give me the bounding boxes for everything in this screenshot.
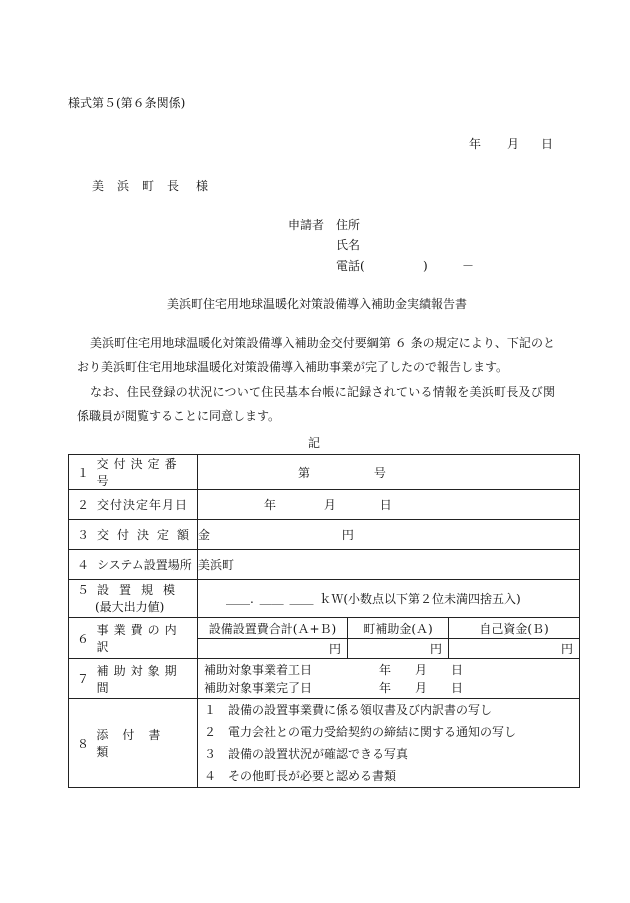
town-subsidy-header: 町補助金(Ａ) [348,618,449,639]
row-label-cell [69,699,198,788]
row-label: 補助対象期間 [96,663,182,695]
row-label: システム設置場所 [97,558,192,572]
phone-dash: － [462,259,475,273]
row-label-cell [69,520,198,550]
row-label-cell [69,550,198,580]
row-number: ６ [77,631,90,646]
ki-heading: 記 [308,436,321,450]
table-row [69,618,580,639]
row-number: ７ [77,672,90,686]
yen-unit: 円 [561,642,574,656]
own-funds-cell[interactable] [449,639,580,659]
attachment-item: ３ 設備の設置状況が確認できる写真 [204,747,409,761]
body-paragraph-1: 美浜町住宅用地球温暖化対策設備導入補助金交付要綱第 ６ 条の規定により、下記のとおり美浜町住宅用地球温暖化対策設備導入補助事業が完了したので報告します。 [77,336,555,374]
decision-number-suffix: 号 [373,465,386,480]
period-end-label: 補助対象事業完了日 [204,680,313,695]
scale-unit: ｋＷ(小数点以下第２位未満四捨五入) [319,592,521,606]
row-label: 交付決定番号 [96,457,182,488]
phone-label: 電話( [336,259,365,273]
installation-location-value: 美浜町 [198,558,235,572]
attachment-item: ４ その他町長が必要と認める書類 [204,769,397,783]
decision-date-year: 年 [264,498,277,512]
row-number: １ [77,465,90,480]
phone-close: ) [423,259,428,273]
installation-location-cell[interactable] [198,550,580,580]
row-label-cell [69,455,198,490]
table-row [69,580,580,618]
scale-blank-3: ＿＿ [289,592,314,606]
name-label: 氏名 [336,238,361,252]
table-row [69,699,580,788]
scale-blank-2: ＿＿ [259,592,284,606]
row-label-cell [69,659,198,699]
decision-number-prefix: 第 [298,465,311,480]
addressee-honorific: 様 [196,179,209,193]
decision-number-cell[interactable] [198,455,580,490]
decision-date-cell[interactable] [198,490,580,520]
subsidy-period-cell[interactable] [198,659,580,699]
table-row [69,455,580,490]
table-row [69,659,580,699]
own-funds-header: 自己資金(Ｂ) [449,618,580,639]
period-end-day: 日 [451,680,464,695]
attachment-item: ２ 電力会社との電力受給契約の締結に関する通知の写し [204,725,517,739]
yen-unit: 円 [429,642,442,656]
row-number: ８ [77,736,90,751]
row-label: 添付書類 [96,728,175,759]
period-start-day: 日 [451,662,464,677]
cost-total-header: 設備設置費合計(Ａ+Ｂ) [198,618,348,639]
row-sublabel: (最大出力値) [95,599,165,614]
form-label: 様式第５(第６条関係) [68,96,186,110]
row-number: ３ [77,528,90,542]
decision-amount-cell[interactable] [198,520,580,550]
cost-total-cell[interactable] [198,639,348,659]
decision-date-day: 日 [379,498,392,512]
row-label: 交付決定年月日 [97,498,189,512]
table-row [69,520,580,550]
period-end-year: 年 [379,680,392,695]
document-title: 美浜町住宅用地球温暖化対策設備導入補助金実績報告書 [167,297,468,311]
attachments-cell [198,699,580,788]
period-start-month: 月 [415,662,428,677]
attachment-item: １ 設備の設置事業費に係る領収書及び内訳書の写し [204,703,493,717]
row-label: 交付決定額 [97,528,198,542]
period-start-year: 年 [379,662,392,677]
period-start-line [198,661,579,679]
date-year: 年 [469,137,482,151]
row-label-cell [69,580,198,618]
row-number: ５ [77,582,90,597]
decision-date-month: 月 [323,498,336,512]
row-label: 事業費の内訳 [96,623,182,654]
amount-prefix: 金 [198,528,211,542]
report-table [68,454,580,788]
addressee-name: 美浜町長 [92,179,193,193]
body-paragraph-2: なお、住民登録の状況について住民基本台帳に記録されている情報を美浜町長及び関係職員が閲覧することに同意します。 [77,385,555,423]
period-end-month: 月 [415,680,428,695]
date-day: 日 [541,137,554,151]
row-label-cell [69,490,198,520]
row-number: ２ [77,498,90,512]
amount-suffix: 円 [341,528,354,542]
row-label: 設置規模 [97,582,186,597]
table-row [69,550,580,580]
scale-blank-1: ＿＿. [226,592,254,606]
address-label: 住所 [336,218,361,232]
system-scale-cell[interactable] [198,580,580,618]
table-row [69,490,580,520]
date-month: 月 [507,137,520,151]
yen-unit: 円 [328,642,341,656]
period-start-label: 補助対象事業着工日 [204,662,313,677]
applicant-label: 申請者 [288,218,325,232]
period-end-line [198,679,579,697]
town-subsidy-cell[interactable] [348,639,449,659]
row-label-cell [69,618,198,659]
row-number: ４ [77,558,90,572]
